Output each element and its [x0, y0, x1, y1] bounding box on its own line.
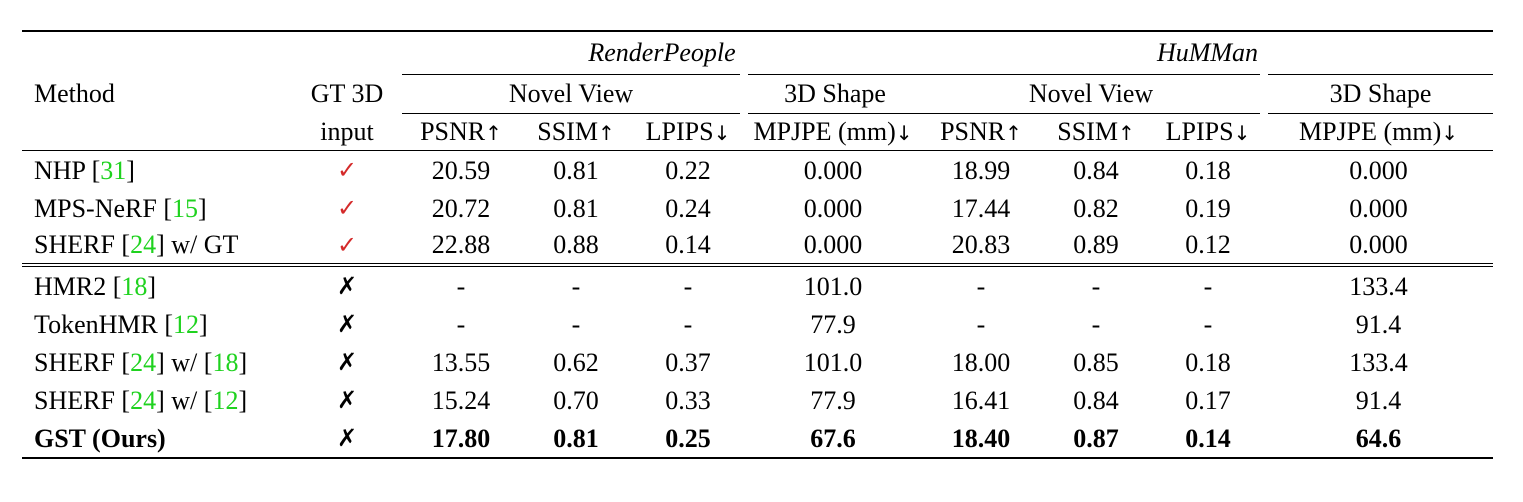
hm-ssim-header: SSIM↑ — [1040, 114, 1152, 151]
rp-mpjpe-header: MPJPE (mm)↓ — [744, 114, 922, 151]
hm-novel-view-header: Novel View — [922, 75, 1264, 114]
dataset-header-row — [22, 31, 1493, 75]
table-row — [22, 265, 1493, 305]
hm-lpips-cell: 0.18 — [1185, 155, 1231, 185]
hm-lpips-cell: 0.18 — [1185, 347, 1231, 377]
method-name: SHERF [24] w/ [18] — [34, 347, 248, 377]
rp-novel-view-header: Novel View — [402, 75, 744, 114]
hm-lpips-cell: - — [1203, 271, 1213, 301]
rp-psnr-cell: - — [456, 271, 466, 301]
citation-link[interactable]: 18 — [212, 347, 239, 377]
rp-lpips-cell: - — [683, 271, 693, 301]
hm-mpjpe-cell: 64.6 — [1264, 419, 1493, 458]
citation-link[interactable]: 12 — [173, 309, 200, 339]
group-header-row — [22, 75, 1493, 114]
gt3d-header-line2: input — [292, 114, 402, 151]
rp-3d-shape-header: 3D Shape — [744, 75, 922, 114]
hm-mpjpe-cell: 133.4 — [1349, 347, 1408, 377]
rp-ssim-cell: 0.81 — [553, 193, 599, 223]
rp-ssim-cell: - — [571, 271, 581, 301]
hm-mpjpe-cell: 0.000 — [1349, 193, 1408, 223]
rp-mpjpe-cell: 0.000 — [803, 155, 863, 185]
hm-mpjpe-cell: 91.4 — [1355, 309, 1402, 339]
cross-icon: ✗ — [336, 386, 358, 414]
hm-ssim-cell: 0.84 — [1073, 155, 1119, 185]
rp-ssim-cell: 0.62 — [553, 347, 599, 377]
rp-psnr-cell: 15.24 — [431, 385, 491, 415]
rp-lpips-cell: 0.37 — [665, 347, 711, 377]
rp-lpips-cell: - — [683, 309, 693, 339]
hm-ssim-cell: 0.87 — [1040, 419, 1152, 458]
rp-mpjpe-cell: 0.000 — [744, 227, 922, 265]
method-name: HMR2 [18] — [34, 271, 157, 301]
rp-ssim-cell: 0.81 — [553, 155, 599, 185]
rp-psnr-header: PSNR↑ — [402, 114, 520, 151]
method-header: Method — [34, 79, 115, 108]
rp-lpips-cell: 0.24 — [665, 193, 711, 223]
rp-lpips-cell: 0.22 — [665, 155, 711, 185]
citation-link[interactable]: 15 — [172, 193, 198, 223]
rp-lpips-header: LPIPS↓ — [632, 114, 744, 151]
cross-icon: ✗ — [336, 348, 358, 376]
rp-psnr-cell: 17.80 — [402, 419, 520, 458]
rp-ssim-cell: 0.70 — [553, 385, 599, 415]
table-row — [22, 381, 1493, 419]
metric-header-row — [22, 114, 1493, 151]
table-row — [22, 227, 1493, 265]
table-row — [22, 189, 1493, 227]
hm-psnr-cell: - — [976, 309, 986, 339]
hm-mpjpe-cell: 0.000 — [1264, 227, 1493, 265]
gt3d-header-line1: GT 3D — [310, 79, 384, 108]
table-row-ours — [22, 419, 1493, 458]
rp-lpips-cell: 0.25 — [632, 419, 744, 458]
hm-mpjpe-cell: 91.4 — [1355, 385, 1402, 415]
cross-icon: ✗ — [292, 419, 402, 458]
table-row — [22, 343, 1493, 381]
cross-icon: ✗ — [336, 272, 358, 300]
hm-lpips-cell: 0.19 — [1185, 193, 1231, 223]
rp-mpjpe-cell: 77.9 — [810, 385, 856, 415]
dataset-renderpeople: RenderPeople — [402, 31, 922, 75]
hm-lpips-cell: 0.14 — [1152, 419, 1264, 458]
method-name: TokenHMR [12] — [34, 309, 208, 339]
hm-ssim-cell: 0.84 — [1073, 385, 1119, 415]
rp-psnr-cell: 20.59 — [431, 155, 491, 185]
hm-psnr-header: PSNR↑ — [922, 114, 1040, 151]
rp-ssim-cell: 0.88 — [520, 227, 632, 265]
table-row — [22, 151, 1493, 190]
method-name: SHERF [24] w/ [12] — [34, 385, 248, 415]
hm-3d-shape-header: 3D Shape — [1264, 75, 1493, 114]
check-icon: ✓ — [336, 194, 358, 222]
method-name: NHP [31] — [34, 155, 135, 185]
hm-psnr-cell: 18.99 — [951, 155, 1011, 185]
hm-psnr-cell: 20.83 — [922, 227, 1040, 265]
hm-mpjpe-cell: 0.000 — [1349, 155, 1408, 185]
citation-link[interactable]: 31 — [100, 155, 127, 185]
method-name: MPS-NeRF [15] — [34, 193, 207, 223]
rp-ssim-cell: - — [571, 309, 581, 339]
hm-ssim-cell: 0.82 — [1073, 193, 1119, 223]
citation-link[interactable]: 24 — [130, 347, 157, 377]
rp-psnr-cell: - — [456, 309, 466, 339]
results-table — [22, 30, 1493, 459]
rp-mpjpe-cell: 0.000 — [803, 193, 863, 223]
citation-link[interactable]: 18 — [121, 271, 148, 301]
cross-icon: ✗ — [336, 310, 358, 338]
hm-ssim-cell: 0.89 — [1040, 227, 1152, 265]
check-icon: ✓ — [292, 227, 402, 265]
check-icon: ✓ — [336, 156, 358, 184]
hm-psnr-cell: 17.44 — [951, 193, 1011, 223]
hm-lpips-cell: 0.12 — [1152, 227, 1264, 265]
rp-lpips-cell: 0.14 — [632, 227, 744, 265]
rp-mpjpe-cell: 67.6 — [744, 419, 922, 458]
dataset-humman: HuMMan — [922, 31, 1493, 75]
hm-ssim-cell: - — [1091, 309, 1101, 339]
citation-link[interactable]: 24 — [130, 385, 157, 415]
hm-ssim-cell: - — [1091, 271, 1101, 301]
citation-link[interactable]: 12 — [212, 385, 239, 415]
hm-lpips-cell: 0.17 — [1185, 385, 1231, 415]
hm-ssim-cell: 0.85 — [1073, 347, 1119, 377]
rp-ssim-cell: 0.81 — [520, 419, 632, 458]
hm-lpips-cell: - — [1203, 309, 1213, 339]
rp-mpjpe-cell: 77.9 — [810, 309, 856, 339]
hm-psnr-cell: - — [976, 271, 986, 301]
rp-lpips-cell: 0.33 — [665, 385, 711, 415]
hm-psnr-cell: 18.00 — [951, 347, 1011, 377]
rp-psnr-cell: 13.55 — [431, 347, 491, 377]
citation-link[interactable]: 24 — [130, 230, 157, 259]
table-row — [22, 305, 1493, 343]
hm-psnr-cell: 18.40 — [922, 419, 1040, 458]
rp-psnr-cell: 22.88 — [402, 227, 520, 265]
method-name: SHERF [24] w/ GT — [22, 227, 292, 265]
hm-mpjpe-cell: 133.4 — [1349, 271, 1408, 301]
rp-psnr-cell: 20.72 — [431, 193, 491, 223]
hm-lpips-header: LPIPS↓ — [1152, 114, 1264, 151]
method-name: GST (Ours) — [22, 419, 292, 458]
hm-psnr-cell: 16.41 — [951, 385, 1011, 415]
rp-mpjpe-cell: 101.0 — [803, 347, 863, 377]
rp-ssim-header: SSIM↑ — [520, 114, 632, 151]
rp-mpjpe-cell: 101.0 — [803, 271, 863, 301]
hm-mpjpe-header: MPJPE (mm)↓ — [1264, 114, 1493, 151]
